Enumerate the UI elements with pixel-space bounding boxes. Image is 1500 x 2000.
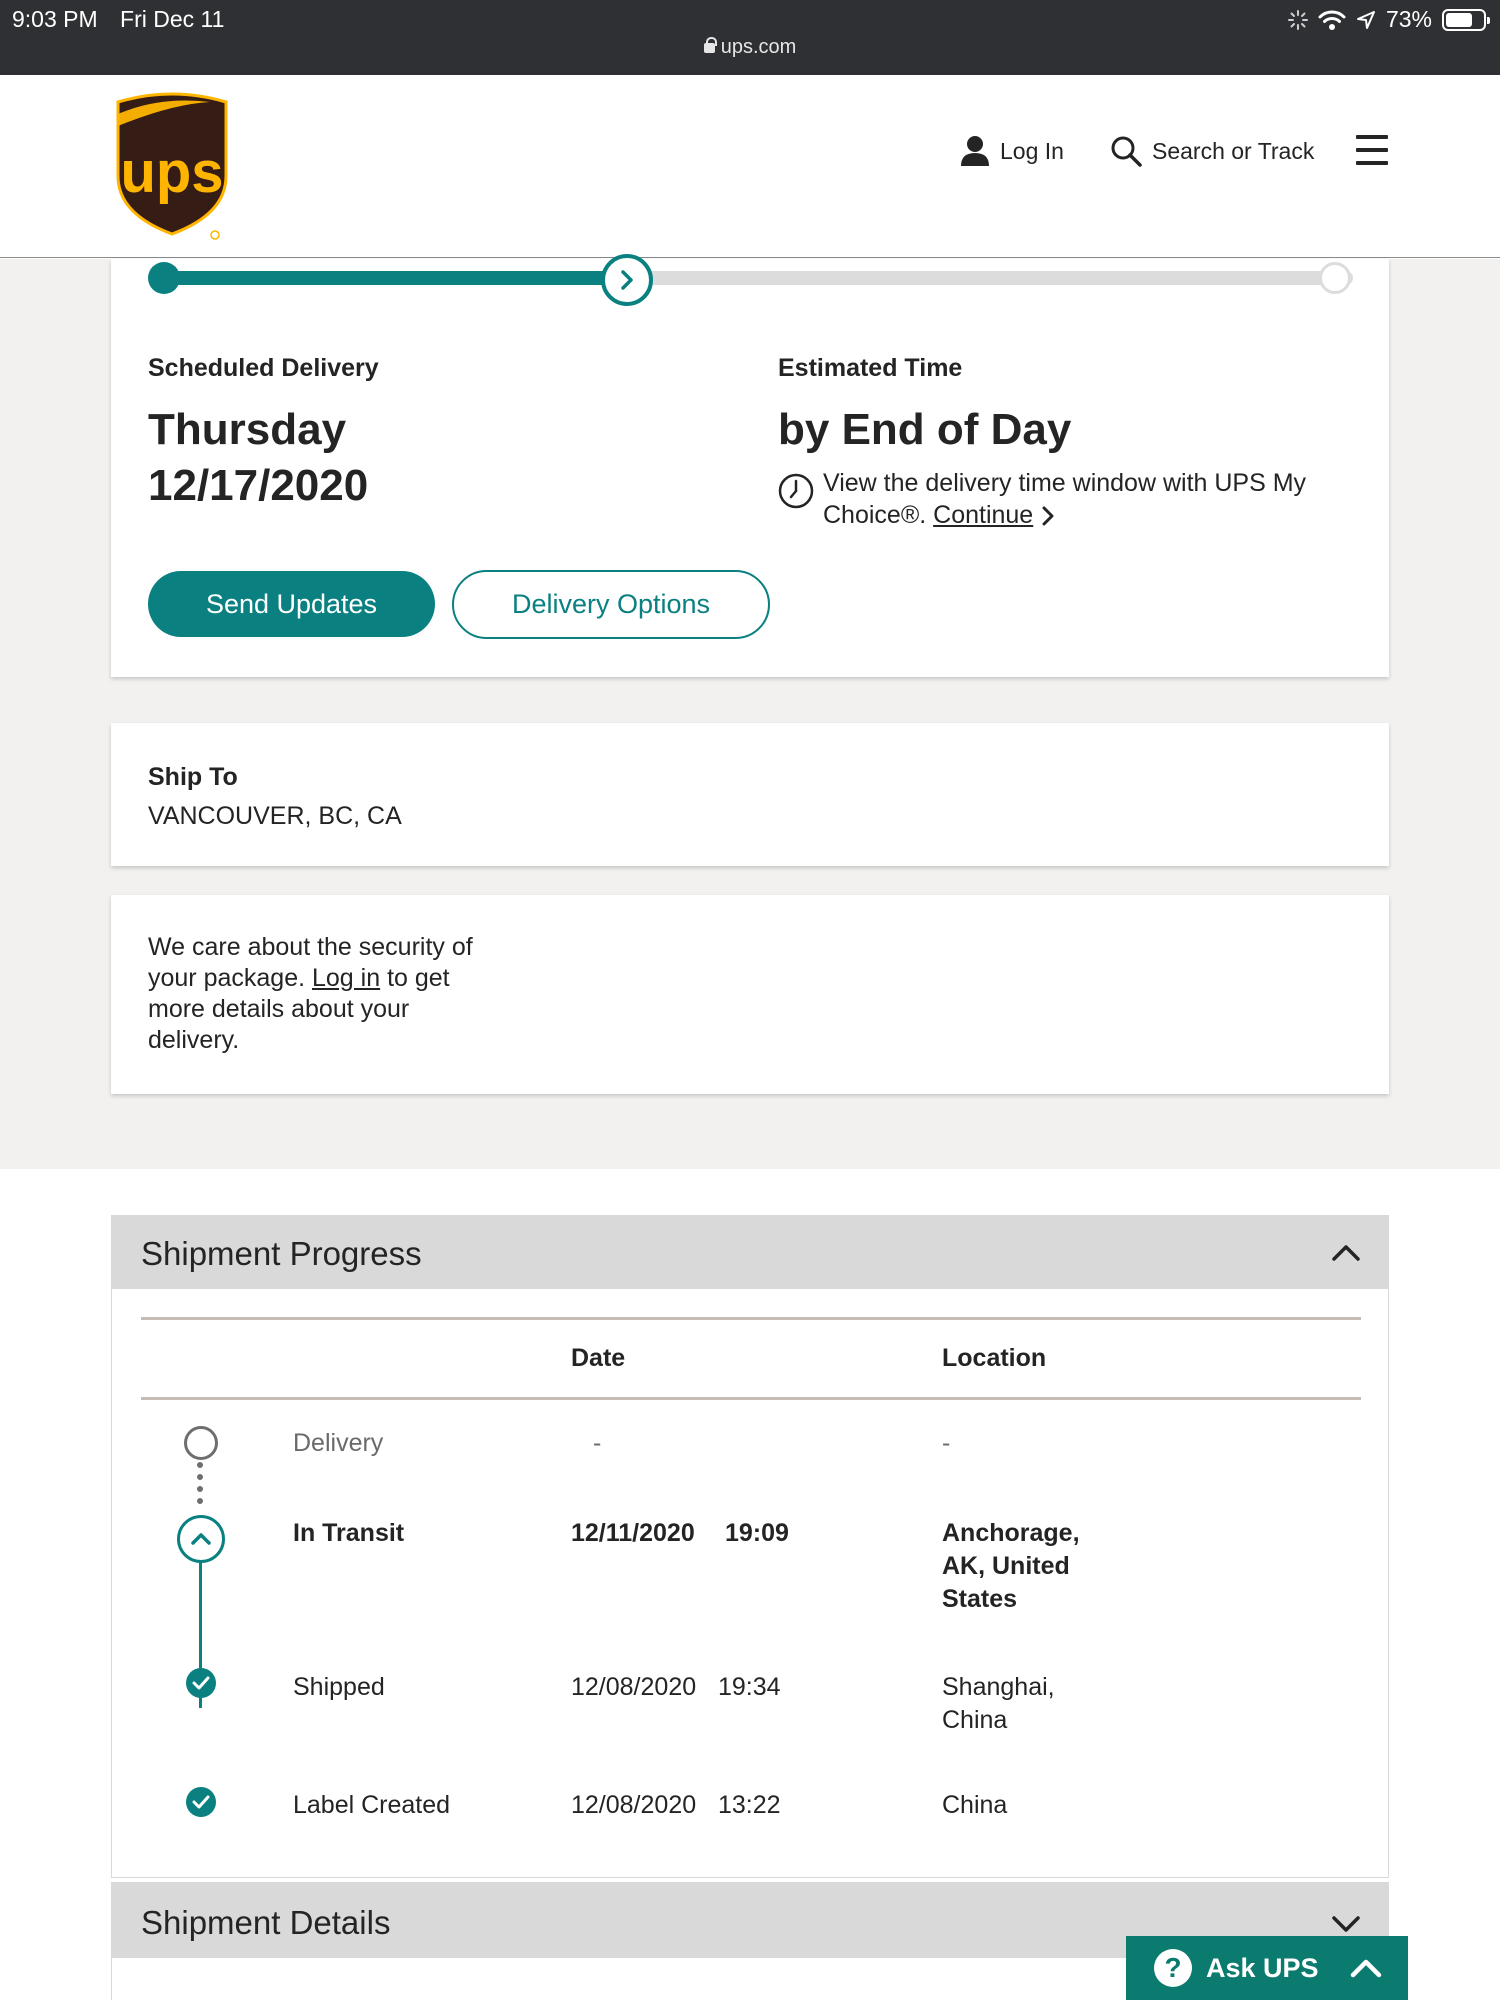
row-location: China <box>942 1791 1008 1819</box>
ship-to-card <box>111 723 1389 866</box>
security-message: We care about the security of your package. Log in to get more details about your delivery. <box>148 933 473 1054</box>
progress-end-dot <box>1319 262 1351 294</box>
ship-to-value: VANCOUVER, BC, CA <box>148 802 402 830</box>
table-top-rule <box>141 1317 1361 1320</box>
scheduled-date: 12/17/2020 <box>148 461 369 510</box>
search-icon <box>1110 135 1142 167</box>
scheduled-day: Thursday <box>148 405 347 454</box>
svg-text:ups: ups <box>120 140 224 205</box>
status-time: 9:03 PM <box>12 6 98 32</box>
location-column-header: Location <box>942 1344 1047 1372</box>
check-icon <box>192 1795 210 1809</box>
chevron-up-icon <box>1331 1243 1361 1263</box>
row-date: 12/08/2020 <box>571 1673 697 1701</box>
shipped-status-dot <box>186 1668 216 1698</box>
chevron-down-icon <box>1331 1914 1361 1934</box>
question-icon: ? <box>1154 1949 1192 1987</box>
clock-icon <box>777 472 815 510</box>
row-date: 12/08/2020 <box>571 1791 697 1819</box>
status-date: Fri Dec 11 <box>120 6 225 32</box>
in-transit-status-dot <box>177 1515 225 1563</box>
row-location: Shanghai, China <box>942 1673 1055 1734</box>
wifi-icon <box>1318 9 1346 31</box>
progress-current-marker <box>601 254 653 306</box>
search-or-track-link[interactable] <box>1110 135 1314 167</box>
shipment-progress-table <box>111 1289 1389 1878</box>
chevron-up-icon <box>1349 1957 1383 1979</box>
menu-icon[interactable] <box>1356 135 1388 165</box>
row-status: Delivery <box>293 1429 384 1457</box>
ask-ups-label: Ask UPS <box>1206 1952 1319 1983</box>
row-time: 13:22 <box>718 1791 781 1819</box>
row-status: Shipped <box>293 1673 385 1701</box>
login-label: Log In <box>1000 137 1064 164</box>
shipment-details-title: Shipment Details <box>141 1904 391 1941</box>
progress-start-dot <box>148 262 180 294</box>
row-date: 12/11/2020 <box>571 1519 695 1547</box>
row-status: Label Created <box>293 1791 451 1819</box>
check-icon <box>192 1676 210 1690</box>
login-link[interactable] <box>960 135 1064 167</box>
scheduled-delivery-label: Scheduled Delivery <box>148 354 379 382</box>
search-or-track-label: Search or Track <box>1152 137 1315 164</box>
my-choice-text <box>823 467 1363 531</box>
estimated-time-label: Estimated Time <box>778 354 963 382</box>
row-location: - <box>942 1429 951 1457</box>
table-header-rule <box>141 1397 1361 1400</box>
date-column-header: Date <box>571 1344 626 1372</box>
timeline-dotted-connector <box>197 1462 203 1504</box>
user-icon <box>960 135 990 167</box>
row-date: - <box>593 1429 602 1457</box>
shipment-progress-title: Shipment Progress <box>141 1235 422 1272</box>
progress-track <box>163 271 1353 285</box>
battery-icon <box>1442 9 1486 31</box>
status-indicators <box>1288 6 1486 33</box>
delivery-status-dot <box>184 1426 218 1460</box>
send-updates-button[interactable]: Send Updates <box>148 571 435 637</box>
row-time: 19:34 <box>718 1673 781 1701</box>
ship-to-label: Ship To <box>148 763 238 791</box>
delivery-options-button[interactable]: Delivery Options <box>452 570 770 639</box>
ask-ups-button[interactable] <box>1126 1936 1408 2000</box>
chevron-right-icon <box>618 269 636 291</box>
status-time-date <box>12 6 240 33</box>
lock-icon <box>704 43 715 53</box>
continue-link[interactable]: Continue <box>933 501 1034 529</box>
ups-logo[interactable] <box>110 92 234 242</box>
url-bar[interactable] <box>0 36 1500 59</box>
row-time: 19:09 <box>725 1519 789 1547</box>
location-arrow-icon <box>1356 10 1376 30</box>
chevron-right-icon <box>1040 506 1056 526</box>
activity-icon <box>1288 10 1308 30</box>
security-login-link[interactable]: Log in <box>312 964 381 992</box>
estimated-time-value: by End of Day <box>778 405 1072 454</box>
shipment-progress-header[interactable] <box>111 1215 1389 1289</box>
battery-percent: 73% <box>1385 6 1432 32</box>
row-status: In Transit <box>293 1519 405 1547</box>
tracking-summary-area <box>0 259 1500 1169</box>
site-header <box>0 75 1500 258</box>
row-location: Anchorage, AK, United States <box>942 1519 1080 1613</box>
security-card <box>111 895 1389 1094</box>
delivery-card <box>111 259 1389 677</box>
my-choice-message: View the delivery time window with UPS My Choice®. <box>823 469 1307 529</box>
label-created-status-dot <box>186 1787 216 1817</box>
chevron-up-icon <box>190 1531 212 1547</box>
url-text: ups.com <box>720 36 797 58</box>
progress-fill <box>163 271 627 285</box>
status-bar <box>0 0 1500 75</box>
